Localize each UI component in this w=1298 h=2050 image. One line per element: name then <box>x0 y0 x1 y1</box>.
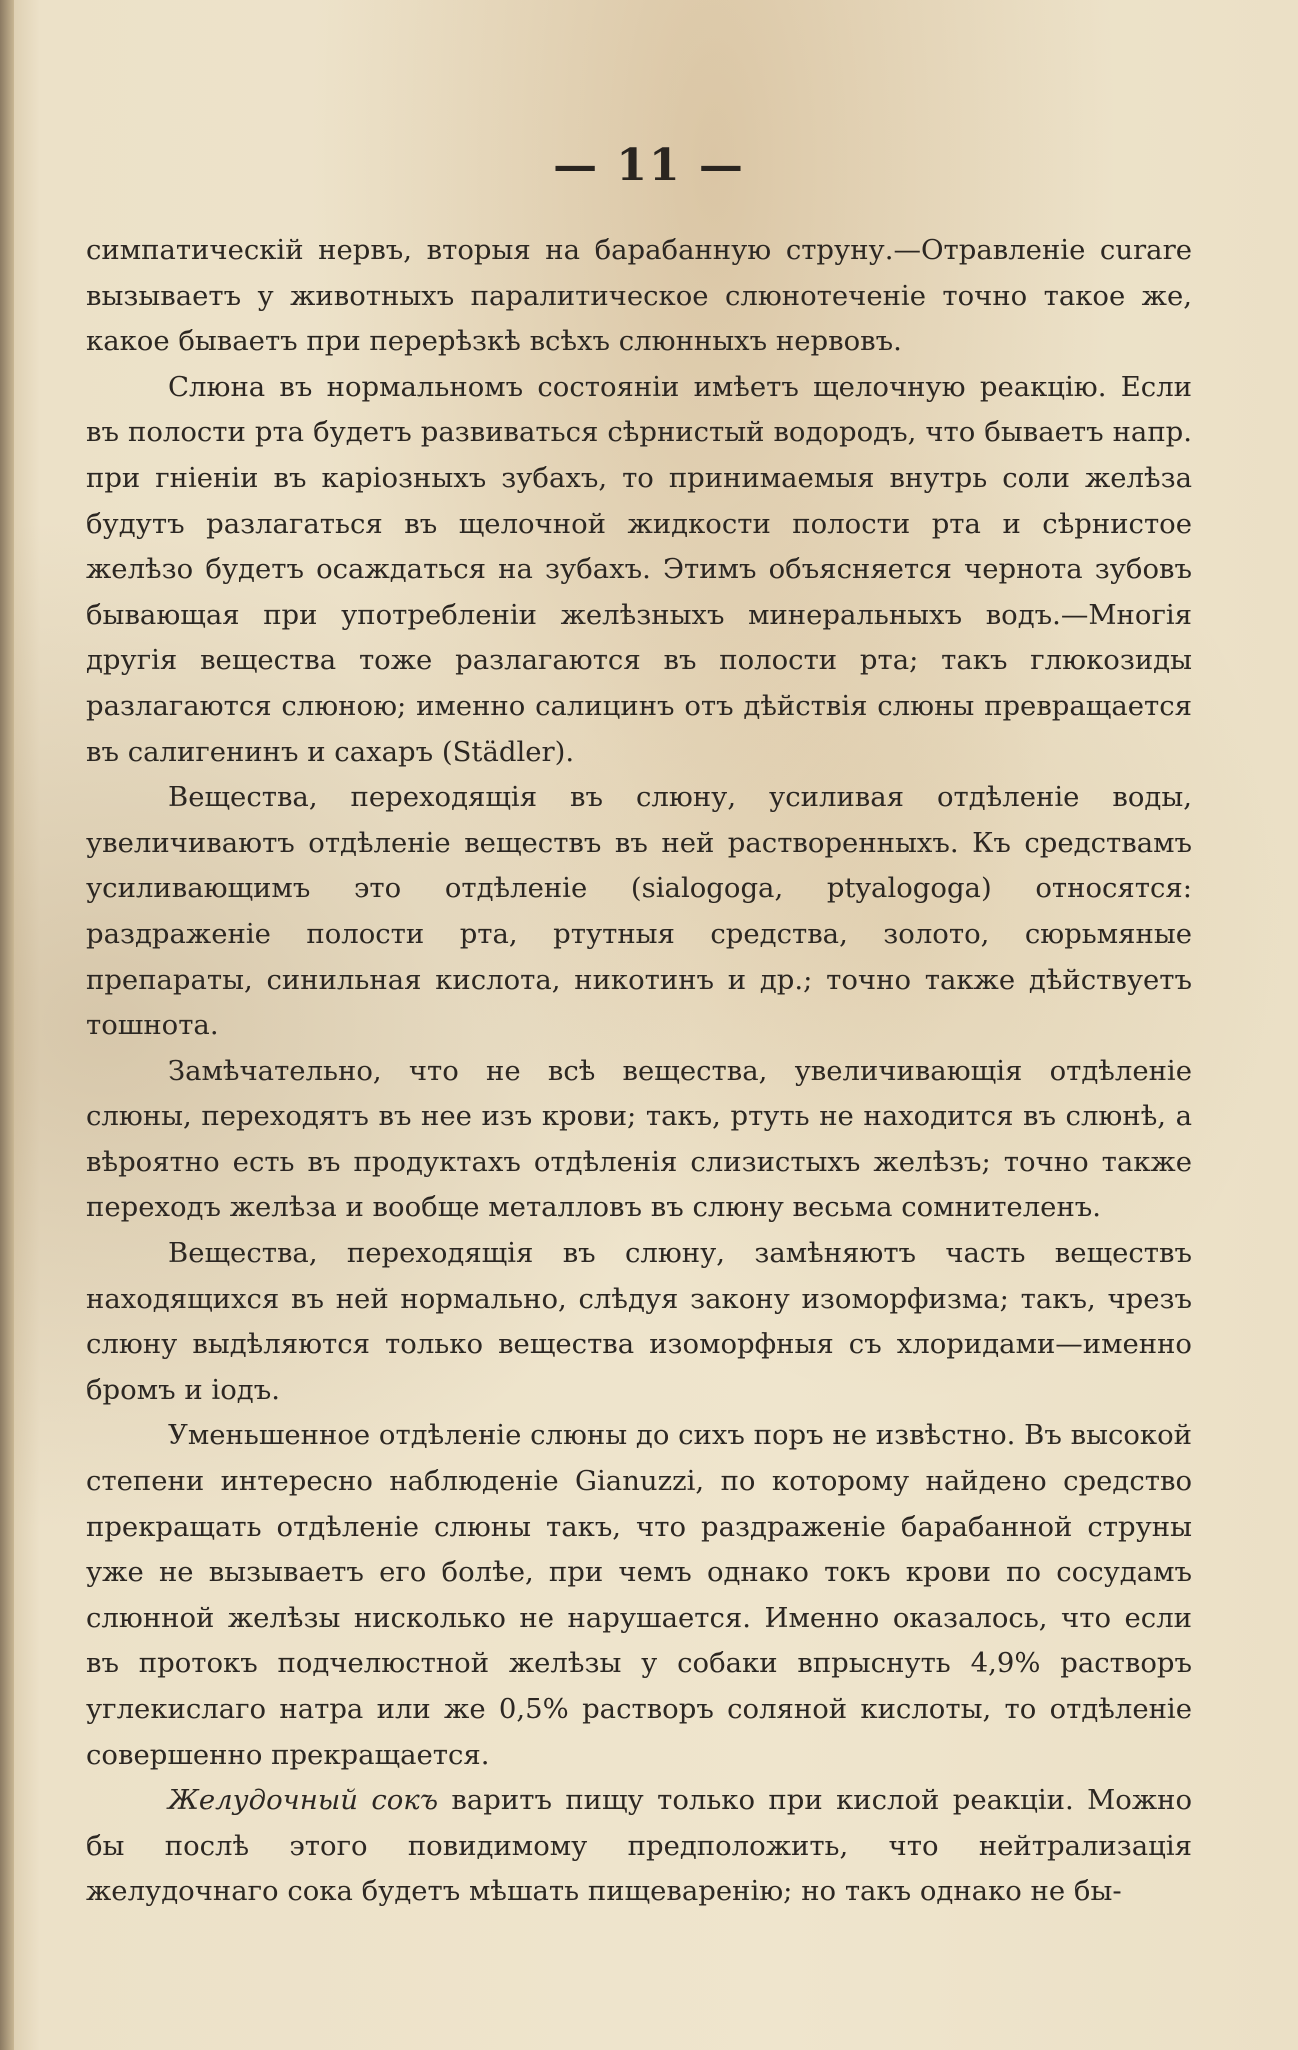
emphasized-term: Желудочный сокъ <box>168 1784 439 1817</box>
paragraph-7-text: варитъ пищу только при кислой реакціи. Можно бы послѣ этого повидимому предположить, что нейтрализація желудочнаго сока будетъ мѣшать пищеваренію; но такъ однако не бы- <box>86 1784 1193 1908</box>
paragraph-7 <box>86 1778 1192 1915</box>
paragraph-4: Замѣчательно, что не всѣ вещества, увеличивающія отдѣленіе слюны, переходятъ въ нее изъ крови; такъ, ртуть не находится въ слюнѣ, а вѣроятно есть въ продуктахъ отдѣленія слизистыхъ желѣзъ; точно также переходъ желѣза и вообще металловъ въ слюну весьма сомнителенъ. <box>86 1054 1192 1224</box>
body-text <box>86 228 1192 1915</box>
page-number: — 11 — <box>553 140 745 191</box>
paragraph-2: Слюна въ нормальномъ состояніи имѣетъ щелочную реакцію. Если въ полости рта будетъ развиваться сѣрнистый водородъ, что бываетъ напр. при гніеніи въ каріозныхъ зубахъ, то принимаемыя внутрь соли желѣза будутъ разлагаться въ щелочной жидкости полости рта и сѣрнистое желѣзо будетъ осаждаться на зубахъ. Этимъ объясняется чернота зубовъ бывающая при употребленіи желѣзныхъ минеральныхъ водъ.—Многія другія вещества тоже разлагаются въ полости рта; такъ глюкозиды разлагаются слюною; именно салицинъ отъ дѣйствія слюны превращается въ салигенинъ и сахаръ (Städler). <box>86 370 1192 768</box>
page-binding-edge <box>0 0 14 2050</box>
paragraph-1: симпатическій нервъ, вторыя на барабанную струну.—Отравленіе curare вызываетъ у животныхъ паралитическое слюнотеченіе точно такое же, какое бываетъ при перерѣзкѣ всѣхъ слюнныхъ нервовъ. <box>86 234 1192 358</box>
paragraph-5: Вещества, переходящія въ слюну, замѣняютъ часть веществъ находящихся въ ней нормально, слѣдуя закону изоморфизма; такъ, чрезъ слюну выдѣляются только вещества изоморфныя съ хлоридами—именно бромъ и іодъ. <box>86 1237 1192 1406</box>
paragraph-3: Вещества, переходящія въ слюну, усиливая отдѣленіе воды, увеличиваютъ отдѣленіе веществъ въ ней растворенныхъ. Къ средствамъ усиливающимъ это отдѣленіе (sialogoga, ptyalogoga) относятся: раздраженіе полости рта, ртутныя средства, золото, сюрьмяные препараты, синильная кислота, никотинъ и др.; точно также дѣйствуетъ тошнота. <box>86 781 1192 1042</box>
paragraph-6: Уменьшенное отдѣленіе слюны до сихъ поръ не извѣстно. Въ высокой степени интересно наблюденіе Gianuzzi, по которому найдено средство прекращать отдѣленіе слюны такъ, что раздраженіе барабанной струны уже не вызываетъ его болѣе, при чемъ однако токъ крови по сосудамъ слюнной желѣзы нисколько не нарушается. Именно оказалось, что если въ протокъ подчелюстной желѣзы у собаки впрыснуть 4,9% растворъ углекислаго натра или же 0,5% растворъ соляной кислоты, то отдѣленіе совершенно прекращается. <box>86 1419 1192 1771</box>
